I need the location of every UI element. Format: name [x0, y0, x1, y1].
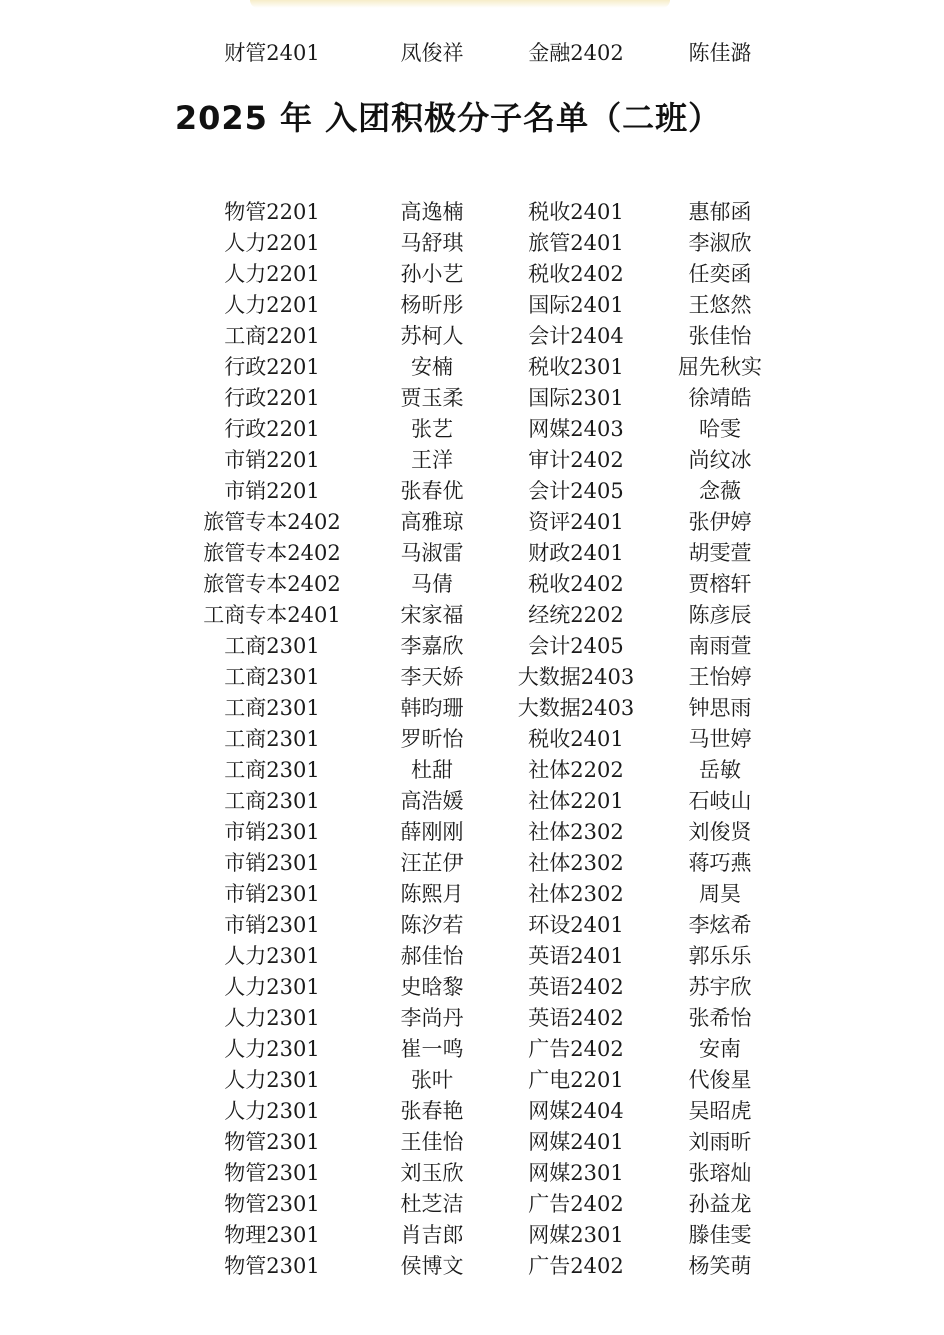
- name-cell: 孙小艺: [400, 262, 464, 286]
- document-title: 2025 年 入团积极分子名单（二班）: [174, 99, 722, 137]
- list-row: [0, 817, 944, 848]
- class-cell: 税收2401: [528, 727, 624, 751]
- class-cell: 人力2301: [224, 1099, 320, 1123]
- name-cell: 蒋巧燕: [688, 851, 752, 875]
- class-cell: 市销2301: [224, 820, 320, 844]
- list-row: [0, 1065, 944, 1096]
- name-cell: 张叶: [411, 1068, 453, 1092]
- class-cell: 税收2402: [528, 572, 624, 596]
- name-cell: 钟思雨: [688, 696, 752, 720]
- name-cell: 杨笑萌: [688, 1254, 752, 1278]
- name-cell: 孙益龙: [688, 1192, 752, 1216]
- list-row: [0, 786, 944, 817]
- name-cell: 王洋: [411, 448, 453, 472]
- class-cell: 市销2301: [224, 913, 320, 937]
- name-cell: 汪芷伊: [400, 851, 464, 875]
- name-cell: 陈汐若: [400, 913, 464, 937]
- name-cell: 崔一鸣: [400, 1037, 464, 1061]
- class-cell: 行政2201: [224, 386, 320, 410]
- class-cell: 网媒2403: [528, 417, 624, 441]
- name-cell: 贾榕轩: [688, 572, 752, 596]
- class-cell: 广电2201: [528, 1068, 624, 1092]
- class-cell: 人力2301: [224, 1068, 320, 1092]
- list-row: [0, 352, 944, 383]
- name-cell: 马倩: [411, 572, 453, 596]
- list-row: [0, 1034, 944, 1065]
- class-cell: 人力2201: [224, 231, 320, 255]
- list-row: [0, 228, 944, 259]
- name-cell: 罗昕怡: [400, 727, 464, 751]
- list-row: [0, 1158, 944, 1189]
- class-cell: 英语2402: [528, 975, 624, 999]
- class-cell: 工商2301: [224, 758, 320, 782]
- name-cell: 徐靖皓: [688, 386, 752, 410]
- class-cell: 工商2301: [224, 727, 320, 751]
- class-cell: 环设2401: [528, 913, 624, 937]
- name-cell: 李尚丹: [400, 1006, 464, 1030]
- class-cell: 税收2402: [528, 262, 624, 286]
- name-cell: 薛刚刚: [400, 820, 464, 844]
- name-cell: 李嘉欣: [400, 634, 464, 658]
- list-row: [0, 1127, 944, 1158]
- name-cell: 马淑雷: [400, 541, 464, 565]
- class-cell: 税收2401: [528, 200, 624, 224]
- name-cell: 苏宇欣: [688, 975, 752, 999]
- name-cell: 惠郁函: [688, 200, 752, 224]
- class-cell: 网媒2401: [528, 1130, 624, 1154]
- class-cell: 社体2302: [528, 820, 624, 844]
- class-cell: 行政2201: [224, 417, 320, 441]
- name-cell: 陈彦辰: [688, 603, 752, 627]
- class-cell: 社体2302: [528, 851, 624, 875]
- class-cell: 市销2301: [224, 851, 320, 875]
- name-cell: 王佳怡: [400, 1130, 464, 1154]
- name-cell: 安南: [699, 1037, 741, 1061]
- class-cell: 税收2301: [528, 355, 624, 379]
- class-cell: 人力2301: [224, 944, 320, 968]
- class-cell: 市销2201: [224, 448, 320, 472]
- class-cell: 旅管专本2402: [203, 541, 341, 565]
- name-cell: 郝佳怡: [400, 944, 464, 968]
- class-cell: 物管2301: [224, 1192, 320, 1216]
- class-cell: 国际2401: [528, 293, 624, 317]
- class-cell: 旅管专本2402: [203, 572, 341, 596]
- list-row: [0, 445, 944, 476]
- class-cell: 人力2201: [224, 293, 320, 317]
- class-cell: 财管2401: [224, 41, 320, 65]
- name-cell: 张艺: [411, 417, 453, 441]
- name-cell: 郭乐乐: [688, 944, 752, 968]
- class-cell: 物理2301: [224, 1223, 320, 1247]
- name-cell: 念薇: [699, 479, 741, 503]
- name-cell: 杜芝洁: [400, 1192, 464, 1216]
- class-cell: 会计2405: [528, 634, 624, 658]
- name-cell: 宋家福: [400, 603, 464, 627]
- list-row: [0, 755, 944, 786]
- name-cell: 刘俊贤: [688, 820, 752, 844]
- name-cell: 屈先秋实: [678, 355, 762, 379]
- class-cell: 物管2301: [224, 1130, 320, 1154]
- name-cell: 李炫希: [688, 913, 752, 937]
- name-cell: 肖吉郎: [400, 1223, 464, 1247]
- list-row: [0, 1251, 944, 1282]
- class-cell: 社体2202: [528, 758, 624, 782]
- list-row: [0, 259, 944, 290]
- name-cell: 张伊婷: [688, 510, 752, 534]
- name-list: [0, 197, 944, 1282]
- name-cell: 任奕函: [688, 262, 752, 286]
- name-cell: 周昊: [699, 882, 741, 906]
- list-row: [0, 290, 944, 321]
- class-cell: 国际2301: [528, 386, 624, 410]
- name-cell: 王怡婷: [688, 665, 752, 689]
- list-row: [0, 910, 944, 941]
- name-cell: 陈佳潞: [688, 41, 752, 65]
- class-cell: 审计2402: [528, 448, 624, 472]
- class-cell: 社体2201: [528, 789, 624, 813]
- name-cell: 代俊星: [688, 1068, 752, 1092]
- class-cell: 会计2405: [528, 479, 624, 503]
- class-cell: 人力2201: [224, 262, 320, 286]
- list-row: [0, 600, 944, 631]
- class-cell: 人力2301: [224, 1037, 320, 1061]
- list-row: [0, 941, 944, 972]
- name-cell: 胡雯萱: [688, 541, 752, 565]
- name-cell: 张春优: [400, 479, 464, 503]
- list-row: [0, 1220, 944, 1251]
- list-row: [0, 507, 944, 538]
- class-cell: 广告2402: [528, 1254, 624, 1278]
- class-cell: 工商2301: [224, 696, 320, 720]
- list-row: [0, 693, 944, 724]
- name-cell: 高雅琼: [400, 510, 464, 534]
- name-cell: 马舒琪: [400, 231, 464, 255]
- name-cell: 高浩媛: [400, 789, 464, 813]
- name-cell: 南雨萱: [688, 634, 752, 658]
- class-cell: 网媒2404: [528, 1099, 624, 1123]
- class-cell: 工商2301: [224, 634, 320, 658]
- class-cell: 会计2404: [528, 324, 624, 348]
- class-cell: 物管2301: [224, 1254, 320, 1278]
- list-row: [0, 414, 944, 445]
- name-cell: 陈熙月: [400, 882, 464, 906]
- name-cell: 张希怡: [688, 1006, 752, 1030]
- top-decoration: [250, 0, 670, 8]
- name-cell: 凤俊祥: [400, 41, 464, 65]
- class-cell: 工商专本2401: [203, 603, 341, 627]
- name-cell: 苏柯人: [400, 324, 464, 348]
- name-cell: 史晗黎: [400, 975, 464, 999]
- list-row: [0, 972, 944, 1003]
- class-cell: 英语2402: [528, 1006, 624, 1030]
- class-cell: 大数据2403: [517, 665, 635, 689]
- name-cell: 李天娇: [400, 665, 464, 689]
- name-cell: 安楠: [411, 355, 453, 379]
- header-row: [0, 38, 944, 69]
- class-cell: 财政2401: [528, 541, 624, 565]
- name-cell: 王悠然: [688, 293, 752, 317]
- class-cell: 资评2401: [528, 510, 624, 534]
- class-cell: 市销2201: [224, 479, 320, 503]
- name-cell: 滕佳雯: [688, 1223, 752, 1247]
- list-row: [0, 724, 944, 755]
- class-cell: 广告2402: [528, 1037, 624, 1061]
- class-cell: 广告2402: [528, 1192, 624, 1216]
- list-row: [0, 383, 944, 414]
- name-cell: 贾玉柔: [400, 386, 464, 410]
- class-cell: 经统2202: [528, 603, 624, 627]
- class-cell: 人力2301: [224, 1006, 320, 1030]
- list-row: [0, 569, 944, 600]
- name-cell: 哈雯: [699, 417, 741, 441]
- class-cell: 网媒2301: [528, 1161, 624, 1185]
- name-cell: 李淑欣: [688, 231, 752, 255]
- class-cell: 金融2402: [528, 41, 624, 65]
- class-cell: 旅管专本2402: [203, 510, 341, 534]
- name-cell: 石岐山: [688, 789, 752, 813]
- name-cell: 韩昀珊: [400, 696, 464, 720]
- list-row: [0, 476, 944, 507]
- class-cell: 工商2201: [224, 324, 320, 348]
- name-cell: 刘玉欣: [400, 1161, 464, 1185]
- name-cell: 岳敏: [699, 758, 741, 782]
- name-cell: 张瑢灿: [688, 1161, 752, 1185]
- name-cell: 张春艳: [400, 1099, 464, 1123]
- list-row: [0, 197, 944, 228]
- name-cell: 高逸楠: [400, 200, 464, 224]
- class-cell: 社体2302: [528, 882, 624, 906]
- class-cell: 工商2301: [224, 789, 320, 813]
- list-row: [0, 1189, 944, 1220]
- class-cell: 英语2401: [528, 944, 624, 968]
- list-row: [0, 1003, 944, 1034]
- class-cell: 工商2301: [224, 665, 320, 689]
- name-cell: 张佳怡: [688, 324, 752, 348]
- list-row: [0, 538, 944, 569]
- class-cell: 网媒2301: [528, 1223, 624, 1247]
- class-cell: 人力2301: [224, 975, 320, 999]
- class-cell: 旅管2401: [528, 231, 624, 255]
- name-cell: 杨昕彤: [400, 293, 464, 317]
- class-cell: 物管2201: [224, 200, 320, 224]
- list-row: [0, 631, 944, 662]
- list-row: [0, 848, 944, 879]
- name-cell: 刘雨昕: [688, 1130, 752, 1154]
- class-cell: 行政2201: [224, 355, 320, 379]
- name-cell: 侯博文: [400, 1254, 464, 1278]
- class-cell: 物管2301: [224, 1161, 320, 1185]
- list-row: [0, 879, 944, 910]
- name-cell: 杜甜: [411, 758, 453, 782]
- list-row: [0, 321, 944, 352]
- class-cell: 大数据2403: [517, 696, 635, 720]
- name-cell: 尚纹冰: [688, 448, 752, 472]
- list-row: [0, 1096, 944, 1127]
- list-row: [0, 662, 944, 693]
- name-cell: 吴昭虎: [688, 1099, 752, 1123]
- name-cell: 马世婷: [688, 727, 752, 751]
- class-cell: 市销2301: [224, 882, 320, 906]
